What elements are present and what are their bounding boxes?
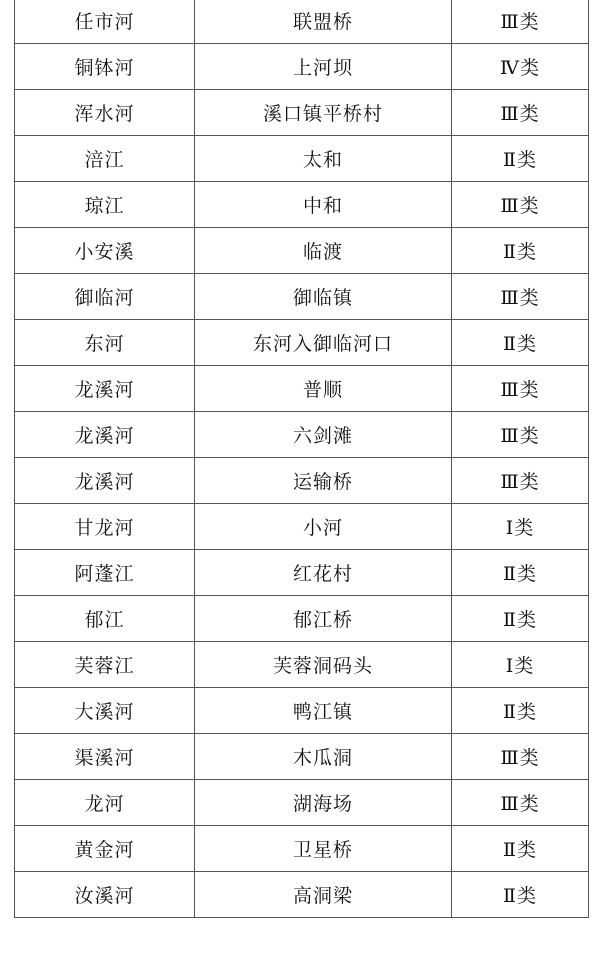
water-category-cell: Ⅰ类 (452, 642, 589, 688)
section-name-cell: 芙蓉洞码头 (195, 642, 452, 688)
table-row (15, 90, 589, 136)
section-name-cell: 普顺 (195, 366, 452, 412)
river-name-cell: 琼江 (15, 182, 195, 228)
section-name-cell: 小河 (195, 504, 452, 550)
table-row (15, 412, 589, 458)
table-row (15, 366, 589, 412)
river-name-cell: 芙蓉江 (15, 642, 195, 688)
section-name-cell: 六剑滩 (195, 412, 452, 458)
water-category-cell: Ⅲ类 (452, 366, 589, 412)
section-name-cell: 卫星桥 (195, 826, 452, 872)
water-category-cell: Ⅱ类 (452, 596, 589, 642)
table-row (15, 504, 589, 550)
river-name-cell: 黄金河 (15, 826, 195, 872)
section-name-cell: 联盟桥 (195, 0, 452, 44)
section-name-cell: 湖海场 (195, 780, 452, 826)
river-name-cell: 涪江 (15, 136, 195, 182)
table-row (15, 458, 589, 504)
table-row (15, 872, 589, 918)
water-category-cell: Ⅱ类 (452, 826, 589, 872)
table-row (15, 320, 589, 366)
river-name-cell: 渠溪河 (15, 734, 195, 780)
water-category-cell: Ⅲ类 (452, 90, 589, 136)
water-category-cell: Ⅱ类 (452, 320, 589, 366)
water-category-cell: Ⅲ类 (452, 0, 589, 44)
river-name-cell: 郁江 (15, 596, 195, 642)
river-name-cell: 任市河 (15, 0, 195, 44)
table-row (15, 0, 589, 44)
section-name-cell: 鸭江镇 (195, 688, 452, 734)
table-row (15, 228, 589, 274)
river-name-cell: 浑水河 (15, 90, 195, 136)
water-quality-table (14, 0, 589, 918)
river-name-cell: 甘龙河 (15, 504, 195, 550)
water-category-cell: Ⅱ类 (452, 688, 589, 734)
section-name-cell: 运输桥 (195, 458, 452, 504)
water-category-cell: Ⅲ类 (452, 274, 589, 320)
section-name-cell: 上河坝 (195, 44, 452, 90)
river-name-cell: 龙溪河 (15, 366, 195, 412)
water-category-cell: Ⅱ类 (452, 872, 589, 918)
water-category-cell: Ⅱ类 (452, 228, 589, 274)
section-name-cell: 木瓜洞 (195, 734, 452, 780)
water-category-cell: Ⅳ类 (452, 44, 589, 90)
section-name-cell: 太和 (195, 136, 452, 182)
table-row (15, 780, 589, 826)
water-category-cell: Ⅲ类 (452, 458, 589, 504)
table-row (15, 136, 589, 182)
table-row (15, 826, 589, 872)
section-name-cell: 郁江桥 (195, 596, 452, 642)
section-name-cell: 中和 (195, 182, 452, 228)
water-category-cell: Ⅱ类 (452, 136, 589, 182)
river-name-cell: 大溪河 (15, 688, 195, 734)
water-category-cell: Ⅲ类 (452, 412, 589, 458)
section-name-cell: 溪口镇平桥村 (195, 90, 452, 136)
table-row (15, 44, 589, 90)
section-name-cell: 临渡 (195, 228, 452, 274)
water-category-cell: Ⅱ类 (452, 550, 589, 596)
section-name-cell: 东河入御临河口 (195, 320, 452, 366)
river-name-cell: 阿蓬江 (15, 550, 195, 596)
river-name-cell: 东河 (15, 320, 195, 366)
water-category-cell: Ⅲ类 (452, 780, 589, 826)
table-row (15, 688, 589, 734)
section-name-cell: 高洞梁 (195, 872, 452, 918)
water-category-cell: Ⅲ类 (452, 734, 589, 780)
river-name-cell: 龙河 (15, 780, 195, 826)
river-name-cell: 小安溪 (15, 228, 195, 274)
table-body (15, 0, 589, 918)
table-row (15, 182, 589, 228)
river-name-cell: 御临河 (15, 274, 195, 320)
table-row (15, 642, 589, 688)
water-category-cell: Ⅰ类 (452, 504, 589, 550)
table-row (15, 596, 589, 642)
river-name-cell: 龙溪河 (15, 412, 195, 458)
river-name-cell: 铜钵河 (15, 44, 195, 90)
table-row (15, 274, 589, 320)
river-name-cell: 汝溪河 (15, 872, 195, 918)
table-row (15, 550, 589, 596)
table-row (15, 734, 589, 780)
water-category-cell: Ⅲ类 (452, 182, 589, 228)
river-name-cell: 龙溪河 (15, 458, 195, 504)
section-name-cell: 御临镇 (195, 274, 452, 320)
section-name-cell: 红花村 (195, 550, 452, 596)
